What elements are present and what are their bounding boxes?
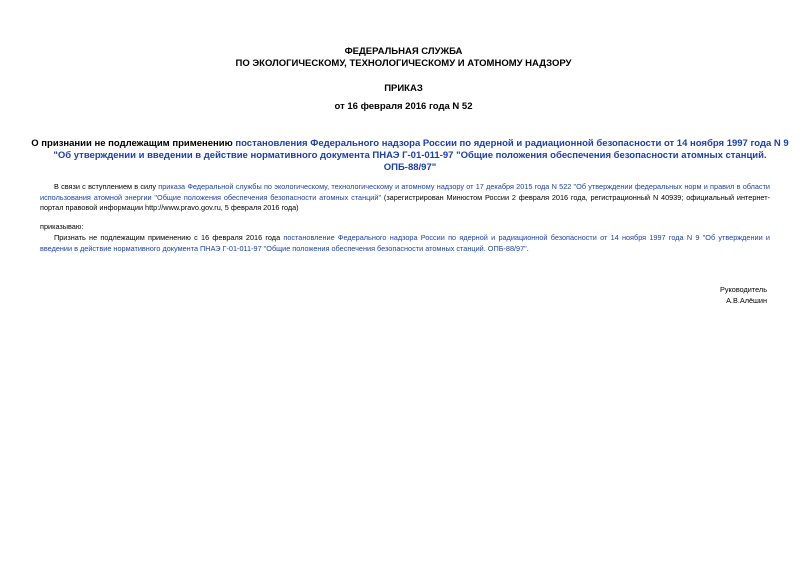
order-word: приказываю: bbox=[40, 222, 84, 231]
order-paragraph bbox=[40, 233, 770, 254]
preamble-link[interactable]: приказа Федеральной службы по экологическому, технологическому и атомному надзору от 17 декабря 2015 года N 522 "Об утверждении федеральных норм и правил в области использования атомной энергии "Общие положения обеспечения безопасности атомных станций" bbox=[40, 182, 770, 202]
document-date: от 16 февраля 2016 года N 52 bbox=[334, 101, 473, 112]
order-text1: Признать не подлежащим применению с 16 февраля 2016 года bbox=[54, 233, 284, 242]
document-title bbox=[30, 138, 790, 174]
order-text2: . bbox=[526, 243, 529, 253]
preamble-text1: В связи с вступлением в силу bbox=[54, 182, 159, 191]
preamble-text2: (зарегистрирован Минюстом России 2 февраля 2016 года, регистрационный N 40939; официальный интернет-портал правовой информации http://www.pravo.gov.ru, 5 февраля 2016 года) bbox=[40, 192, 770, 212]
order-link[interactable]: постановление Федерального надзора России по ядерной и радиационной безопасности от 14 ноября 1997 года N 9 "Об утверждении и введении в действие нормативного документа ПНАЭ Г-01-011-97 "Общие положения обеспечения безопасности атомных станций. ОПБ-88/97" bbox=[40, 233, 770, 253]
signature-name: А.В.Алёшин bbox=[726, 296, 767, 305]
title-link[interactable]: постановления Федерального надзора России по ядерной и радиационной безопасности от 14 ноября 1997 года N 9 "Об утверждении и введении в действие нормативного документа ПНАЭ Г-01-011-97 "Общие положения обеспечения безопасности атомных станций. ОПБ-88/97" bbox=[53, 138, 789, 173]
document-type: ПРИКАЗ bbox=[384, 83, 423, 94]
title-prefix: О признании не подлежащим применению bbox=[31, 138, 236, 149]
agency-name-line1: ФЕДЕРАЛЬНАЯ СЛУЖБА bbox=[344, 46, 463, 57]
preamble-paragraph bbox=[40, 182, 770, 214]
agency-name-line2: ПО ЭКОЛОГИЧЕСКОМУ, ТЕХНОЛОГИЧЕСКОМУ И АТОМНОМУ НАДЗОРУ bbox=[235, 58, 572, 69]
signature-position: Руководитель bbox=[719, 285, 767, 294]
